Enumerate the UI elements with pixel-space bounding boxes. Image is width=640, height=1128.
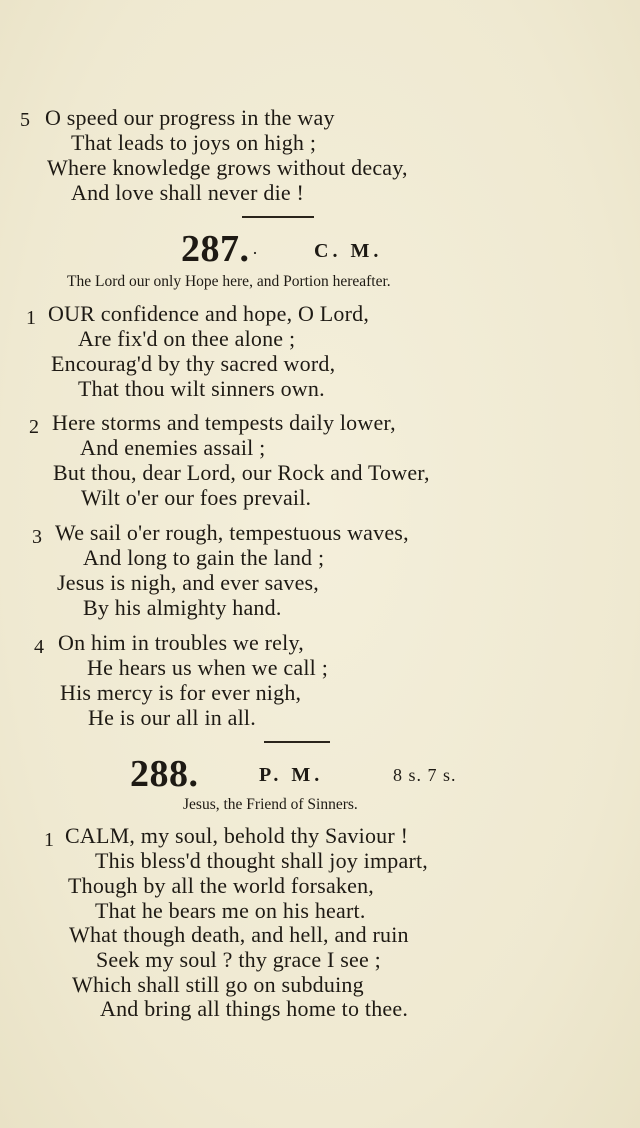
verse-line: And bring all things home to thee.	[100, 996, 409, 1021]
verse-line: And long to gain the land ;	[83, 545, 325, 570]
hymn-meter-detail: 8 s. 7 s.	[393, 765, 457, 785]
verse-line: That leads to joys on high ;	[71, 130, 317, 155]
verse-line: By his almighty hand.	[83, 595, 282, 620]
verse-line: He is our all in all.	[88, 705, 256, 730]
verse-line: He hears us when we call ;	[87, 655, 329, 680]
verse-line: What though death, and hell, and ruin	[69, 922, 409, 947]
verse-number: 2	[29, 416, 39, 438]
verse-number: 3	[32, 526, 42, 548]
verse-line: Jesus is nigh, and ever saves,	[57, 570, 320, 595]
hymn-number: 288.	[130, 753, 199, 795]
hymn-subtitle: Jesus, the Friend of Sinners.	[183, 796, 358, 813]
verse-line: We sail o'er rough, tempestuous waves,	[55, 520, 409, 545]
verse-line: Seek my soul ? thy grace I see ;	[96, 947, 381, 972]
verse-line: Though by all the world forsaken,	[68, 873, 374, 898]
section-divider	[242, 216, 314, 218]
verse-line: And love shall never die !	[71, 180, 305, 205]
verse-line: CALM, my soul, behold thy Saviour !	[65, 823, 409, 848]
verse-line: Are fix'd on thee alone ;	[78, 326, 296, 351]
hymn-meter: C. M.	[314, 240, 383, 262]
verse-line: Which shall still go on subduing	[72, 972, 364, 997]
verse-line: Where knowledge grows without decay,	[47, 155, 408, 180]
verse-number: 4	[34, 636, 44, 658]
section-divider	[264, 741, 330, 743]
verse-line: And enemies assail ;	[80, 435, 266, 460]
verse-line: Wilt o'er our foes prevail.	[81, 485, 312, 510]
verse-line: But thou, dear Lord, our Rock and Tower,	[53, 460, 430, 485]
verse-line: His mercy is for ever nigh,	[60, 680, 302, 705]
verse-number: 1	[26, 307, 36, 329]
hymn-number: 287.	[181, 228, 250, 270]
verse-line: Encourag'd by thy sacred word,	[51, 351, 336, 376]
stray-mark: ·	[252, 243, 259, 263]
verse-number: 1	[44, 829, 54, 851]
verse-line: Here storms and tempests daily lower,	[52, 410, 396, 435]
verse-line: That thou wilt sinners own.	[78, 376, 325, 401]
verse-line: O speed our progress in the way	[45, 105, 335, 130]
hymn-meter: P. M.	[259, 764, 324, 786]
verse-line: On him in troubles we rely,	[58, 630, 304, 655]
verse-line: This bless'd thought shall joy impart,	[95, 848, 428, 873]
hymn-subtitle: The Lord our only Hope here, and Portion hereafter.	[67, 273, 391, 290]
verse-line: That he bears me on his heart.	[95, 898, 366, 923]
verse-number: 5	[20, 109, 30, 131]
verse-line: OUR confidence and hope, O Lord,	[48, 301, 370, 326]
